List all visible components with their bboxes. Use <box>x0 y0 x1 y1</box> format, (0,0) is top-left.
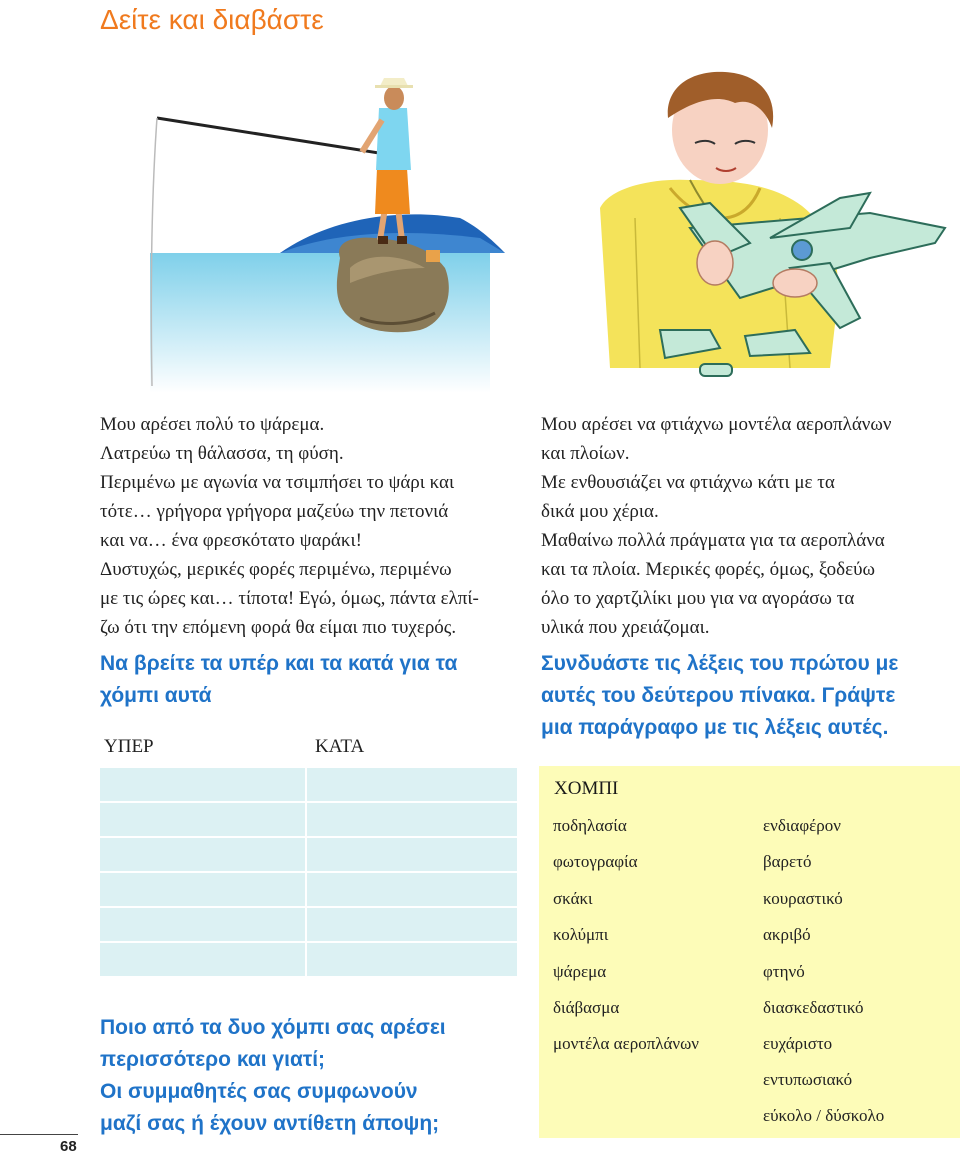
table-row <box>99 907 518 942</box>
pros-cell[interactable] <box>99 942 306 977</box>
page-title: Δείτε και διαβάστε <box>100 4 324 35</box>
hobby-word: σκάκι <box>553 889 593 908</box>
adjective-word: διασκεδαστικό <box>763 998 864 1017</box>
adjective-word: βαρετό <box>763 852 812 871</box>
hobby-word-box <box>539 766 960 1138</box>
hobby-word: φωτογραφία <box>553 852 638 871</box>
hobby-word: διάβασμα <box>553 998 620 1017</box>
hobby-box-header: ΧΟΜΠΙ <box>554 778 619 799</box>
hobby-word: μοντέλα αεροπλάνων <box>553 1034 699 1053</box>
pros-cell[interactable] <box>99 767 306 802</box>
cons-column-header: ΚΑΤΑ <box>315 736 365 757</box>
table-row <box>99 942 518 977</box>
hobby-word: ψάρεμα <box>553 962 607 981</box>
table-row <box>99 802 518 837</box>
table-row <box>99 837 518 872</box>
pros-cell[interactable] <box>99 802 306 837</box>
cons-cell[interactable] <box>306 767 518 802</box>
pros-cons-table <box>98 766 519 978</box>
model-builder-illustration <box>540 68 960 398</box>
table-row <box>99 872 518 907</box>
table-row <box>99 767 518 802</box>
cons-cell[interactable] <box>306 942 518 977</box>
adjective-word: εύκολο / δύσκολο <box>763 1106 885 1125</box>
pros-cell[interactable] <box>99 872 306 907</box>
pros-cell[interactable] <box>99 837 306 872</box>
cons-cell[interactable] <box>306 907 518 942</box>
hobby-word: ποδηλασία <box>553 816 627 835</box>
adjective-word: φτηνό <box>763 962 805 981</box>
adjective-word: ευχάριστο <box>763 1034 833 1053</box>
page-number: 68 <box>60 1138 77 1155</box>
discussion-question: Ποιο από τα δυο χόμπι σας αρέσει περισσότερο και γιατί; Οι συμμαθητές σας συμφωνούν μαζί σας ή έχουν αντίθετη άποψη; <box>100 1016 446 1135</box>
model-building-paragraph: Μου αρέσει να φτιάχνω μοντέλα αεροπλάνων και πλοίων. Με ενθουσιάζει να φτιάχνω κάτι με τα δικά μου χέρια. Μαθαίνω πολλά πράγματα για τα αεροπλάνα και τα πλοία. Μερικές φορές, όμως, ξοδεύω όλο το χαρτζιλίκι μου για να αγοράσω τα υλικά που χρειάζομαι. <box>541 414 892 638</box>
fishing-paragraph: Μου αρέσει πολύ το ψάρεμα. Λατρεύω τη θάλασσα, τη φύση. Περιμένω με αγωνία να τσιμπήσει το ψάρι και τότε… γρήγορα γρήγορα μαζεύω την πετονιά και να… ένα φρεσκότατο ψαράκι! Δυστυχώς, μερικές φορές περιμένω, περιμένω με τις ώρες και… τίποτα! Εγώ, όμως, πάντα ελπί- ζω ότι την επόμενη φορά θα είμαι πιο τυχερός. <box>100 414 479 638</box>
hobby-word: κολύμπι <box>553 925 609 944</box>
page-number-rule <box>0 1134 78 1135</box>
fisherman-illustration <box>100 68 520 398</box>
cons-cell[interactable] <box>306 802 518 837</box>
adjective-word: ενδιαφέρον <box>763 816 841 835</box>
cons-cell[interactable] <box>306 837 518 872</box>
pros-column-header: ΥΠΕΡ <box>104 736 154 757</box>
cons-cell[interactable] <box>306 872 518 907</box>
adjective-word: ακριβό <box>763 925 811 944</box>
pros-cell[interactable] <box>99 907 306 942</box>
adjective-word: κουραστικό <box>763 889 843 908</box>
combine-words-heading: Συνδυάστε τις λέξεις του πρώτου με αυτές του δεύτερου πίνακα. Γράψτε μια παράγραφο με τις λέξεις αυτές. <box>541 652 899 739</box>
adjective-word: εντυπωσιακό <box>763 1070 853 1089</box>
pros-cons-heading: Να βρείτε τα υπέρ και τα κατά για τα χόμπι αυτά <box>100 652 458 707</box>
